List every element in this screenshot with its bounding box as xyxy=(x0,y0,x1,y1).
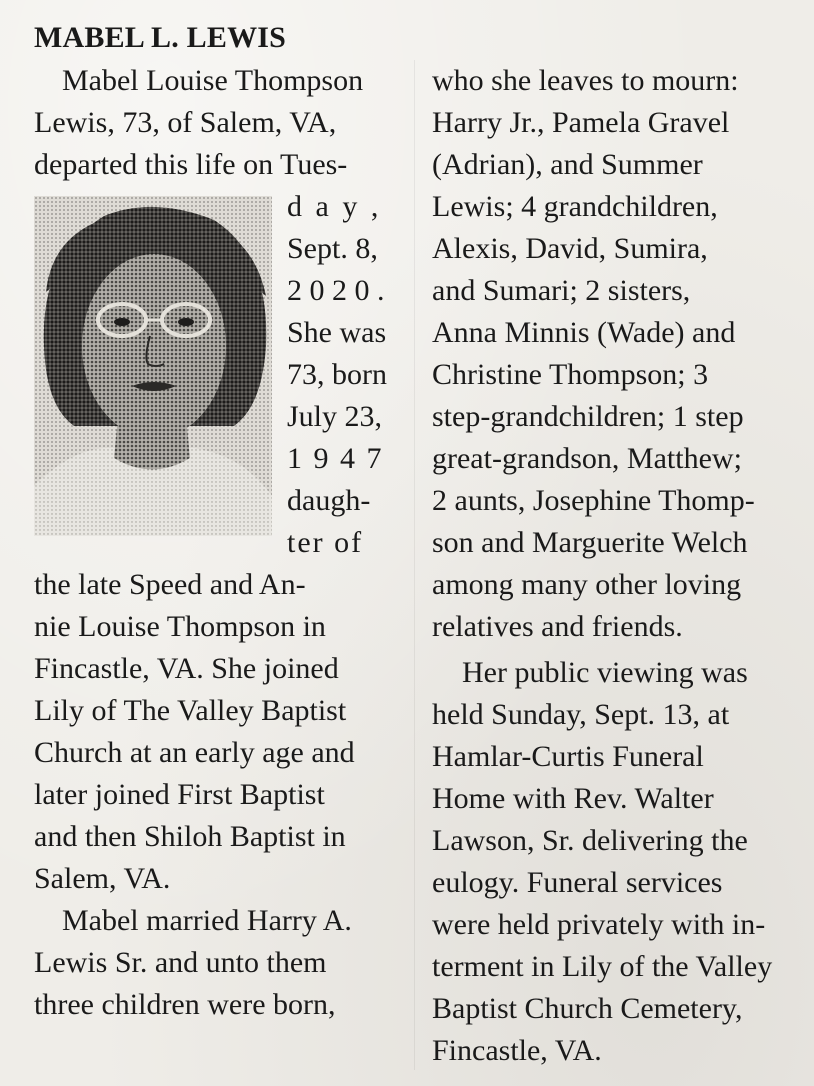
left-column-line: departed this life on Tues- xyxy=(34,148,348,181)
right-column-line: held Sunday, Sept. 13, at xyxy=(432,698,730,731)
right-column-line: Christine Thompson; 3 xyxy=(432,358,709,391)
right-column-line: great-grandson, Matthew; xyxy=(432,442,742,475)
right-column-line: eulogy. Funeral services xyxy=(432,866,723,899)
left-column-line: 73, born xyxy=(287,358,387,391)
left-column-line: later joined First Baptist xyxy=(34,778,325,811)
left-column-line: Lewis Sr. and unto them xyxy=(34,946,327,979)
portrait-photo xyxy=(34,196,272,536)
right-column-line: Alexis, David, Sumira, xyxy=(432,232,708,265)
right-column-line: who she leaves to mourn: xyxy=(432,64,739,97)
right-column-line: Lawson, Sr. delivering the xyxy=(432,824,748,857)
left-column-line: the late Speed and An- xyxy=(34,568,306,601)
right-column-line: were held privately with in- xyxy=(432,908,766,941)
right-column-line: and Sumari; 2 sisters, xyxy=(432,274,691,307)
right-column-line: Fincastle, VA. xyxy=(432,1034,602,1067)
left-column-line: Sept. 8, xyxy=(287,232,378,265)
left-column-line: July 23, xyxy=(287,400,383,433)
right-column-line: Baptist Church Cemetery, xyxy=(432,992,743,1025)
left-column-line: Fincastle, VA. She joined xyxy=(34,652,339,685)
left-column-line: Mabel married Harry A. xyxy=(62,904,352,937)
left-column-line: three children were born, xyxy=(34,988,336,1021)
left-column-line: d a y , xyxy=(287,190,379,223)
right-column-line: step-grandchildren; 1 step xyxy=(432,400,744,433)
left-column-line: nie Louise Thompson in xyxy=(34,610,326,643)
left-column-line: Church at an early age and xyxy=(34,736,355,769)
right-column-line: Anna Minnis (Wade) and xyxy=(432,316,736,349)
column-gutter xyxy=(414,60,415,1070)
left-column-line: She was xyxy=(287,316,387,349)
left-column-line: Lily of The Valley Baptist xyxy=(34,694,347,727)
left-column-line: daugh- xyxy=(287,484,371,517)
left-column-line: and then Shiloh Baptist in xyxy=(34,820,346,853)
right-column-line: Home with Rev. Walter xyxy=(432,782,714,815)
obituary-headline: MABEL L. LEWIS xyxy=(34,21,287,54)
right-column-line: Harry Jr., Pamela Gravel xyxy=(432,106,730,139)
left-column-line: Salem, VA. xyxy=(34,862,171,895)
left-column-line: Lewis, 73, of Salem, VA, xyxy=(34,106,337,139)
right-column-line: Lewis; 4 grandchildren, xyxy=(432,190,718,223)
right-column-line: (Adrian), and Summer xyxy=(432,148,703,181)
right-column-line: 2 aunts, Josephine Thomp- xyxy=(432,484,755,517)
left-column-line: ter of xyxy=(287,526,364,559)
right-column-line: terment in Lily of the Valley xyxy=(432,950,773,983)
right-column-line: son and Marguerite Welch xyxy=(432,526,748,559)
left-column-line: 2 0 2 0 . xyxy=(287,274,385,307)
right-column-line: among many other loving xyxy=(432,568,742,601)
right-column-line: Hamlar-Curtis Funeral xyxy=(432,740,704,773)
right-column-line: relatives and friends. xyxy=(432,610,683,643)
left-column-line: 1 9 4 7 xyxy=(287,442,382,475)
right-column-line: Her public viewing was xyxy=(462,656,748,689)
left-column-line: Mabel Louise Thompson xyxy=(62,64,364,97)
